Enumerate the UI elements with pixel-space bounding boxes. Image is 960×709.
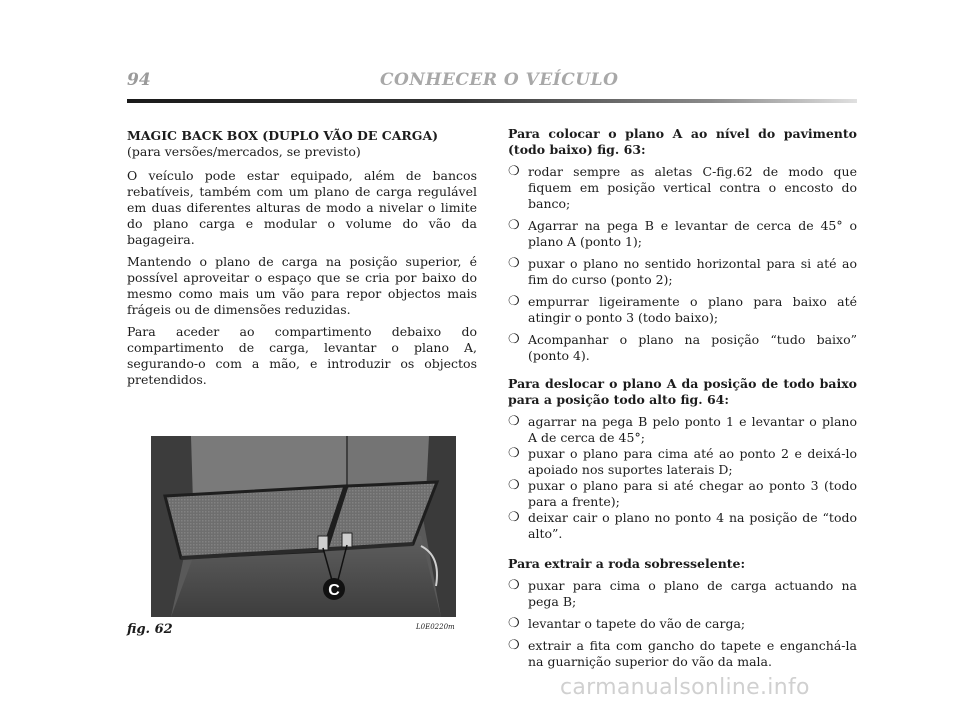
list-item [508,510,857,542]
list-item [508,164,857,212]
instruction-list [508,578,857,670]
list-item-text: puxar para cima o plano de carga actuando na pega B; [528,578,857,609]
bullet-icon: ❍ [508,446,520,461]
instruction-list [508,164,857,364]
section-heading: Para extrair a roda sobresselente: [508,556,746,571]
list-item [508,638,857,670]
list-item-text: puxar o plano para cima até ao ponto 2 e deixá-lo apoiado nos suportes laterais D; [528,446,857,477]
bullet-icon: ❍ [508,414,520,429]
bullet-icon: ❍ [508,578,520,593]
bullet-icon: ❍ [508,616,520,631]
list-item [508,578,857,610]
header-rule [127,99,857,103]
figure-62-photo [151,436,456,617]
list-item [508,446,857,478]
bullet-icon: ❍ [508,638,520,653]
list-item [508,332,857,364]
callout-label-c: C [328,582,340,599]
list-item [508,294,857,326]
bullet-icon: ❍ [508,218,520,233]
figure-caption: fig. 62 [127,622,173,637]
left-column [127,128,477,388]
instruction-list [508,414,857,542]
paragraph: Para aceder ao compartimento debaixo do compartimento de carga, levantar o plano A, segurando-o com a mão, e introduzir os objectos pretendidos. [127,324,477,387]
paragraph: O veículo pode estar equipado, além de bancos rebatíveis, também com um plano de carga regulável em duas diferentes alturas de modo a nivelar o limite do plano carga e modular o volume do vão da bagageira. [127,168,477,247]
figure-code: L0E0220m [416,623,455,631]
list-item-text: empurrar ligeiramente o plano para baixo até atingir o ponto 3 (todo baixo); [528,294,857,325]
list-item [508,414,857,446]
watermark: carmanualsonline.info [560,675,810,700]
section-heading: Para colocar o plano A ao nível do pavimento (todo baixo) fig. 63: [508,126,857,157]
list-item-text: puxar o plano para si até chegar ao ponto 3 (todo para a frente); [528,478,857,509]
list-item-text: rodar sempre as aletas C-fig.62 de modo que fiquem em posição vertical contra o encosto do banco; [528,164,857,211]
list-item-text: Agarrar na pega B e levantar de cerca de 45° o plano A (ponto 1); [528,218,857,249]
section-heading: MAGIC BACK BOX (DUPLO VÃO DE CARGA) [127,128,439,143]
bullet-icon: ❍ [508,294,520,309]
list-item-text: extrair a fita com gancho do tapete e enganchá-la na guarnição superior do vão da mala. [528,638,857,669]
list-item [508,478,857,510]
bullet-icon: ❍ [508,256,520,271]
list-item [508,616,857,632]
list-item-text: Acompanhar o plano na posição “tudo baixo” (ponto 4). [528,332,857,363]
paragraph: Mantendo o plano de carga na posição superior, é possível aproveitar o espaço que se cria por baixo do mesmo como mais um vão para repor objectos mais frágeis ou de dimensões reduzidas. [127,254,477,317]
section-heading: Para deslocar o plano A da posição de todo baixo para a posição todo alto fig. 64: [508,376,857,407]
list-item-text: puxar o plano no sentido horizontal para si até ao fim do curso (ponto 2); [528,256,857,287]
page-number: 94 [127,70,151,90]
list-item-text: deixar cair o plano no ponto 4 na posição de “todo alto”. [528,510,857,541]
section-title: CONHECER O VEÍCULO [380,70,619,90]
bullet-icon: ❍ [508,478,520,493]
list-item [508,256,857,288]
bullet-icon: ❍ [508,332,520,347]
list-item-text: agarrar na pega B pelo ponto 1 e levantar o plano A de cerca de 45°; [528,414,857,445]
bullet-icon: ❍ [508,164,520,179]
list-item-text: levantar o tapete do vão de carga; [528,616,746,631]
bullet-icon: ❍ [508,510,520,525]
section-subheading: (para versões/mercados, se previsto) [127,144,361,159]
right-column [508,126,857,670]
list-item [508,218,857,250]
